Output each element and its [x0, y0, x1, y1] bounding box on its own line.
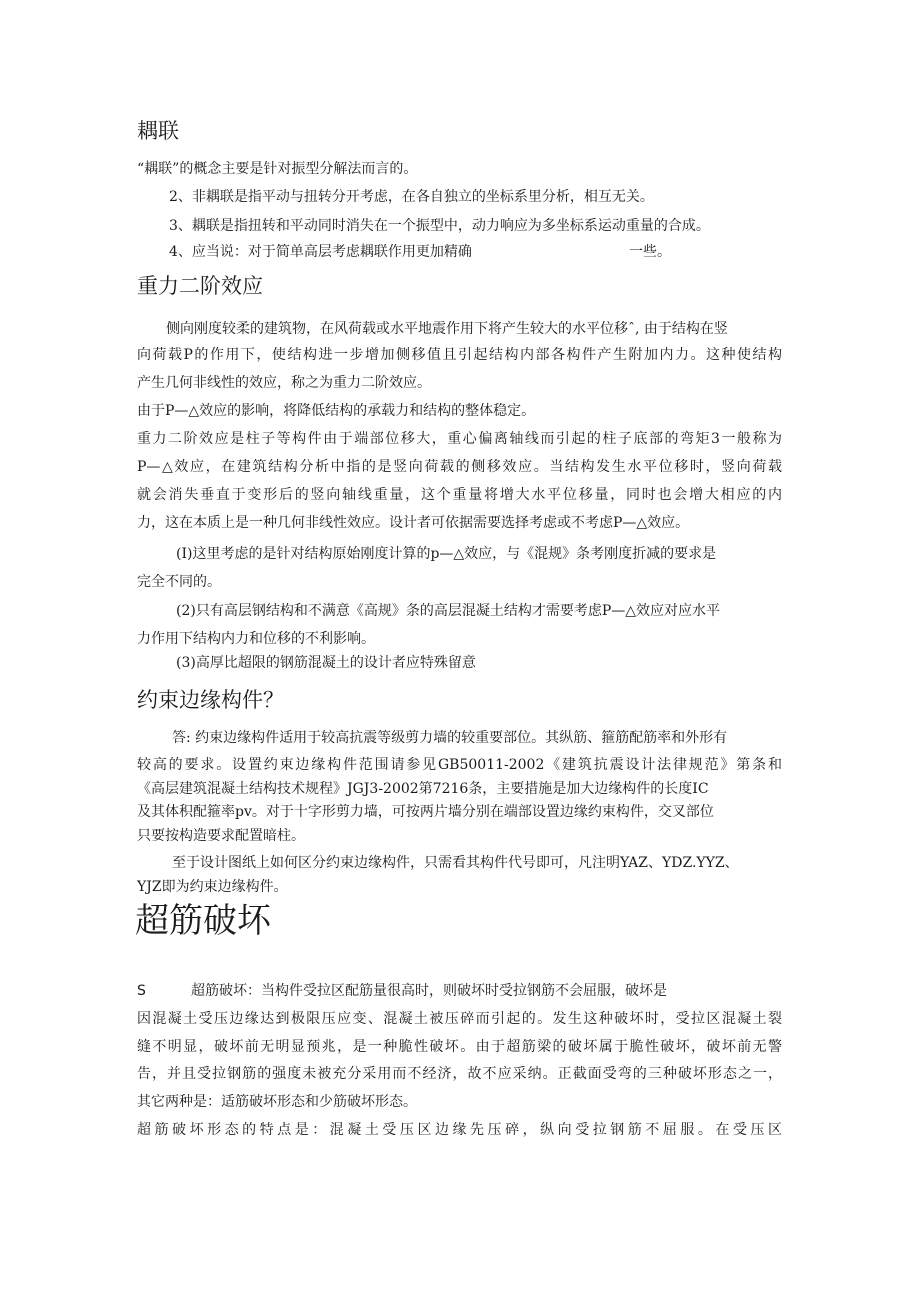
heading-over-reinforced-failure: 超筋破坏 [135, 901, 271, 941]
paragraph: 3、耦联是指扭转和平动同时消失在一个振型中，动力响应为多坐标系运动重量的合成。 [169, 218, 710, 234]
heading-coupling: 耦联 [137, 119, 179, 143]
paragraph-line: 答: 约束边缘构件适用于较高抗震等级剪力墙的较重要部位。其纵筋、箍筋配筋率和外形有 [172, 730, 728, 746]
paragraph-line: 因混凝土受压边缘达到极限压应变、混凝土被压碎而引起的。发生这种破坏时，受拉区混凝土裂 [137, 1011, 782, 1027]
paragraph-line: 缝不明显，破坏前无明显预兆，是一种脆性破坏。由于超筋梁的破坏属于脆性破坏，破坏前无警 [137, 1039, 782, 1055]
paragraph-line: 较高的要求。设置约束边缘构件范围请参见GB50011-2002《建筑抗震设计法律规范》第条和 [137, 757, 782, 773]
paragraph: 2、非耦联是指平动与扭转分开考虑，在各自独立的坐标系里分析，相互无关。 [169, 189, 654, 205]
paragraph-line: 《高层建筑混凝土结构技术规程》JGJ3-2002第7216条，主要措施是加大边缘构件的长度IC [137, 781, 709, 797]
list-marker: S [137, 983, 146, 999]
paragraph-line: 告，并且受拉钢筋的强度未被充分采用而不经济，故不应采纳。正截面受弯的三种破坏形态之一， [137, 1066, 782, 1082]
paragraph-line: (I)这里考虑的是针对结构原始刚度计算的p—△效应，与《混规》条考刚度折减的要求是 [176, 546, 717, 562]
paragraph-line: 力，这在本质上是一种几何非线性效应。设计者可依据需要选择考虑或不考虑P—△效应。 [137, 515, 690, 531]
paragraph-line: 力作用下结构内力和位移的不利影响。 [137, 631, 375, 647]
paragraph-line: YJZ即为约束边缘构件。 [137, 879, 288, 895]
paragraph: 4、应当说：对于简单高层考虑耦联作用更加精确 [169, 244, 472, 260]
paragraph-line: (2)只有高层钢结构和不满意《高规》条的高层混凝土结构才需要考虑P—△效应对应水平 [176, 603, 721, 619]
paragraph-line: 其它两种是：适筋破坏形态和少筋破坏形态。 [137, 1094, 417, 1110]
paragraph-line: 重力二阶效应是柱子等构件由于端部位移大，重心偏离轴线而引起的柱子底部的弯矩3一般称为 [137, 431, 782, 447]
paragraph-line: 超筋破坏形态的特点是：混凝土受压区边缘先压碎，纵向受拉钢筋不屈服。在受压区 [137, 1122, 782, 1138]
paragraph-line: P—△效应，在建筑结构分析中指的是竖向荷载的侧移效应。当结构发生水平位移时，竖向荷载 [137, 459, 782, 475]
paragraph-line: 产生几何非线性的效应，称之为重力二阶效应。 [137, 375, 431, 391]
paragraph-line: 及其体积配箍率pv。对于十字形剪力墙，可按两片墙分别在端部设置边缘约束构件，交叉部位 [137, 804, 714, 820]
paragraph-line: 至于设计图纸上如何区分约束边缘构件，只需看其构件代号即可，凡注明YAZ、YDZ.YYZ、 [172, 855, 739, 871]
paragraph-line: 超筋破坏：当构件受拉区配筋量很高时，则破坏时受拉钢筋不会屈服，破坏是 [191, 983, 667, 999]
paragraph-line: 只要按构造要求配置暗柱。 [137, 828, 305, 844]
paragraph-line: 就会消失垂直于变形后的竖向轴线重量，这个重量将增大水平位移量，同时也会增大相应的内 [137, 487, 782, 503]
paragraph-tail: 一些。 [629, 244, 671, 260]
paragraph-line: (3)高厚比超限的钢筋混凝土的设计者应特殊留意 [176, 655, 476, 671]
heading-boundary-member: 约束边缘构件？ [137, 688, 284, 712]
paragraph-line: 完全不同的。 [137, 574, 221, 590]
heading-second-order-effect: 重力二阶效应 [137, 274, 263, 298]
paragraph-line: 向荷载P的作用下，使结构进一步增加侧移值且引起结构内部各构件产生附加内力。这种使结构 [137, 347, 782, 363]
paragraph-line: 侧向刚度较柔的建筑物，在风荷载或水平地震作用下将产生较大的水平位移ˆ, 由于结构在竖 [166, 321, 728, 337]
paragraph: “耦联”的概念主要是针对振型分解法而言的。 [137, 161, 418, 177]
paragraph-line: 由于P—△效应的影响，将降低结构的承载力和结构的整体稳定。 [137, 403, 536, 419]
